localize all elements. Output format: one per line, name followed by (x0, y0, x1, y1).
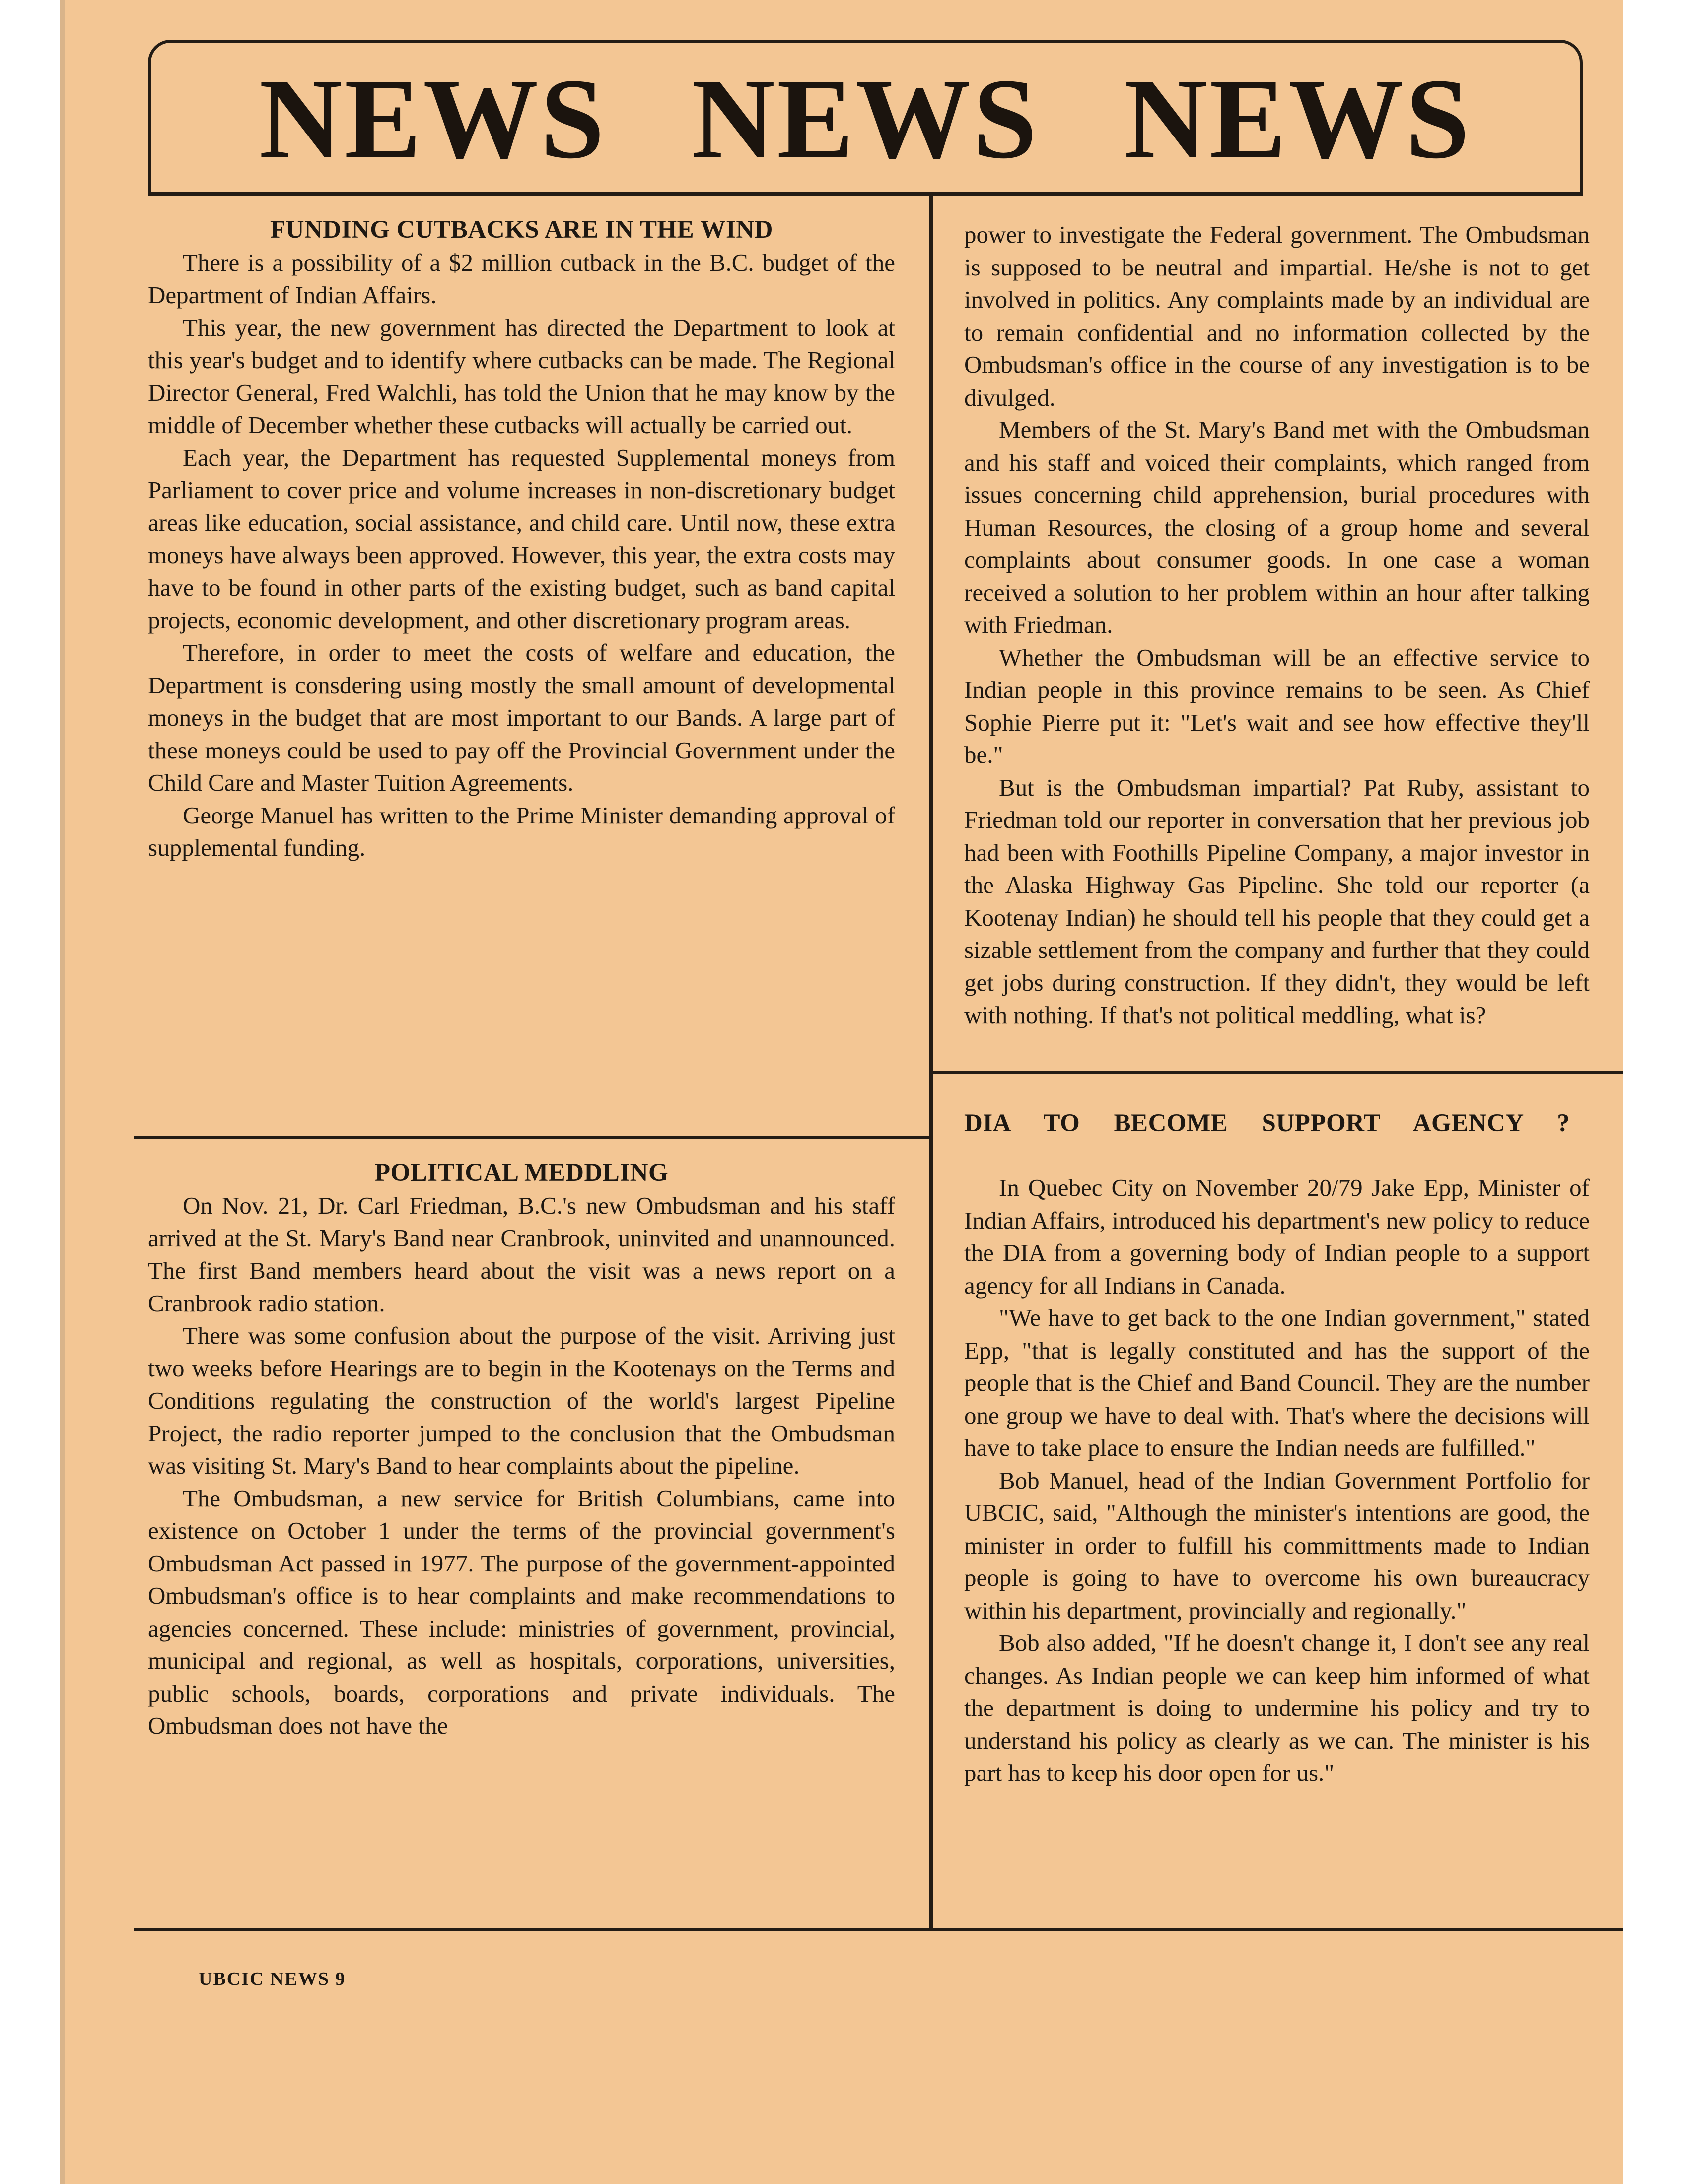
article-heading-dia: DIA TO BECOME SUPPORT AGENCY ? (964, 1109, 1570, 1137)
article-heading-funding: FUNDING CUTBACKS ARE IN THE WIND (270, 216, 774, 244)
paragraph: Each year, the Department has requested Supplemental moneys from Parliament to cover price and volume increases in non-discretionary budget areas like education, social assistance, and child care. Until now, these extra moneys have always been approved. However, this year, the extra costs may have to be found in other parts of the existing budget, such as band capital projects, economic development, and other discretionary program areas. (148, 444, 895, 634)
article-heading-meddling: POLITICAL MEDDLING (374, 1159, 669, 1187)
paragraph: Bob also added, "If he doesn't change it, I don't see any real changes. As Indian people we can keep him informed of what the department is doing to undermine his policy and try to understand his policy as clearly as we can. The minister is his part has to keep his door open for us." (964, 1629, 1590, 1786)
paragraph: In Quebec City on November 20/79 Jake Epp, Minister of Indian Affairs, introduced his department's new policy to reduce the DIA from a governing body of Indian people to a support agency for all Indians in Canada. (964, 1174, 1590, 1299)
paragraph: George Manuel has written to the Prime Minister demanding approval of supplemental funding. (148, 801, 895, 861)
divider-left (134, 1136, 929, 1139)
masthead (148, 40, 1583, 196)
paragraph: But is the Ombudsman impartial? Pat Ruby, assistant to Friedman told our reporter in conversation that her previous job had been with Foothills Pipeline Company, a major investor in the Alaska Highway Gas Pipeline. She told our reporter (a Kootenay Indian) he should tell his people that they could get a sizable settlement from the company and further that they could get jobs during construction. If they didn't, they would be left with nothing. If that's not political meddling, what is? (964, 773, 1590, 1028)
paragraph: power to investigate the Federal government. The Ombudsman is supposed to be neutral and impartial. He/she is not to get involved in politics. Any complaints made by an individual are to remain confidential and no information collected by the Ombudsman's office in the course of any investigation is to be divulged. (964, 221, 1590, 411)
paragraph: Members of the St. Mary's Band met with the Ombudsman and his staff and voiced their complaints, which ranged from issues concerning child apprehension, burial procedures with Human Resources, the closing of a group home and several complaints about consumer goods. In one case a woman received a solution to her problem within an hour after talking with Friedman. (964, 416, 1590, 638)
paragraph: This year, the new government has directed the Department to look at this year's budget and to identify where cutbacks can be made. The Regional Director General, Fred Walchli, has told the Union that he may know by the middle of December whether these cutbacks will actually be carried out. (148, 314, 895, 439)
divider-bottom (134, 1928, 1623, 1931)
paragraph: There is a possibility of a $2 million cutback in the B.C. budget of the Department of Indian Affairs. (148, 249, 895, 309)
paragraph: "We have to get back to the one Indian government," stated Epp, "that is legally constituted and has the support of the people that is the Chief and Band Council. They are the number one group we have to deal with. That's where the decisions will have to take place to ensure the Indian needs are fulfilled." (964, 1304, 1590, 1461)
column-divider (929, 196, 933, 1931)
divider-right (933, 1071, 1623, 1074)
article-funding-cutbacks (148, 213, 895, 864)
paragraph: Therefore, in order to meet the costs of welfare and education, the Department is consdering using mostly the small amount of developmental moneys in the budget that are most important to our Bands. A large part of these moneys could be used to pay off the Provincial Government under the Child Care and Master Tuition Agreements. (148, 639, 895, 796)
paragraph: There was some confusion about the purpose of the visit. Arriving just two weeks before Hearings are to begin in the Kootenays on the Terms and Conditions regulating the construction of the world's largest Pipeline Project, the radio reporter jumped to the conclusion that the Ombudsman was visiting St. Mary's Band to hear complaints about the pipeline. (148, 1322, 895, 1479)
paragraph: Bob Manuel, head of the Indian Government Portfolio for UBCIC, said, "Although the minister's intentions are good, the minister in order to fulfill his committments made to Indian people is going to have to overcome his own bureaucracy within his department, provincially and regionally." (964, 1466, 1590, 1624)
newsletter-page (65, 0, 1623, 2184)
article-dia-support-agency (964, 1171, 1590, 1789)
paragraph: Whether the Ombudsman will be an effective service to Indian people in this province remains to be seen. As Chief Sophie Pierre put it: "Let's wait and see how effective they'll be." (964, 643, 1590, 768)
paragraph: On Nov. 21, Dr. Carl Friedman, B.C.'s new Ombudsman and his staff arrived at the St. Mary's Band near Cranbrook, uninvited and unannounced. The first Band members heard about the visit was a news report on a Cranbrook radio station. (148, 1192, 895, 1317)
article-political-meddling-continued (964, 218, 1590, 1031)
page-footer: UBCIC NEWS 9 (199, 1969, 346, 1989)
masthead-title: NEWS NEWS NEWS (259, 55, 1472, 183)
paragraph: The Ombudsman, a new service for British Columbians, came into existence on October 1 under the terms of the provincial government's Ombudsman Act passed in 1977. The purpose of the government-appointed Ombudsman's office is to hear complaints and make recommendations to agencies concerned. These include: ministries of government, provincial, municipal and regional, as well as hospitals, corporations, universities, public schools, boards, corporations and private individuals. The Ombudsman does not have the (148, 1484, 895, 1739)
article-political-meddling (148, 1157, 895, 1742)
